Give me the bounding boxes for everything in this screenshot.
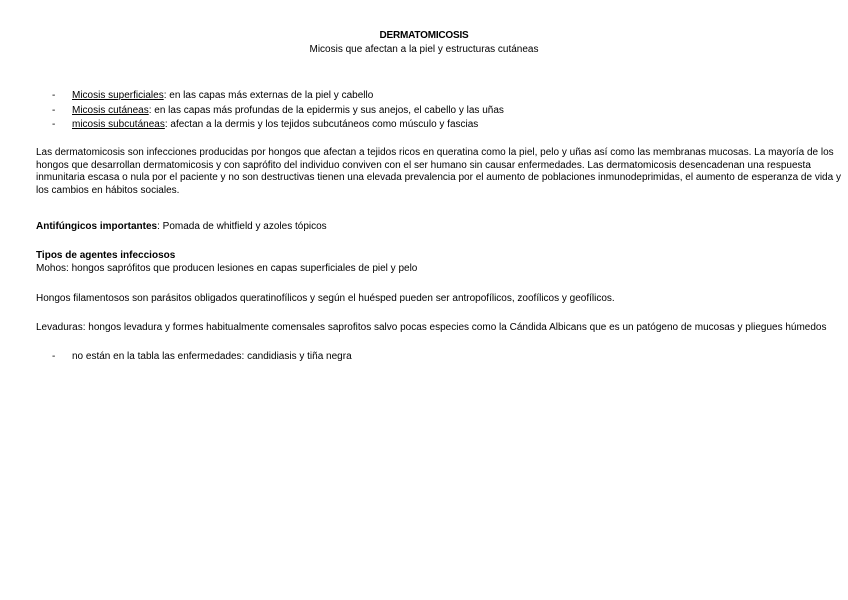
antifungals-label: Antifúngicos importantes [36, 221, 158, 232]
antifungals-line [36, 221, 844, 234]
bullet-dash: - [52, 104, 56, 116]
list-item-desc: : en las capas más profundas de la epidermis y sus anejos, el cabello y las uñas [148, 104, 504, 116]
mycosis-types-list [52, 89, 504, 133]
list-item-term: micosis subcutáneas [72, 119, 165, 130]
list-item [52, 104, 504, 119]
document-title: DERMATOMICOSIS [379, 30, 469, 41]
note-bullet [52, 351, 352, 364]
document-subtitle: Micosis que afectan a la piel y estructuras cutáneas [309, 44, 539, 55]
bullet-dash: - [52, 90, 56, 101]
bullet-dash: - [52, 351, 56, 362]
agents-heading: Tipos de agentes infecciosos [36, 250, 176, 261]
note-text: no están en la tabla las enfermedades: candidiasis y tiña negra [72, 351, 352, 362]
list-item-desc: : en las capas más externas de la piel y cabello [163, 90, 374, 101]
list-item-term: Micosis cutáneas [72, 104, 149, 116]
bullet-dash: - [52, 119, 56, 130]
list-item [52, 89, 504, 104]
list-item [52, 118, 504, 133]
mohos-paragraph: Mohos: hongos saprófitos que producen lesiones en capas superficiales de piel y pelo [36, 263, 418, 274]
yeasts-paragraph: Levaduras: hongos levadura y formes habitualmente comensales saprofitos salvo pocas especies como la Cándida Albicans que es un patógeno de mucosas y pliegues húmedos [36, 322, 827, 333]
filamentous-paragraph: Hongos filamentosos son parásitos obligados queratinofílicos y según el huésped pueden ser antropofílicos, zoofílicos y geofílicos. [36, 293, 615, 304]
list-item-desc: : afectan a la dermis y los tejidos subcutáneos como músculo y fascias [164, 119, 479, 130]
intro-paragraph: Las dermatomicosis son infecciones producidas por hongos que afectan a tejidos ricos en queratina como la piel, pelo y uñas así como las membranas mucosas. La mayoría de los hongos que desarrollan dermatomicosis y con saprófito del individuo conviven con el ser humano sin causar enfermedades. Las dermatomicosis desencadenan una respuesta inmunitaria escasa o nula por el paciente y no son destructivas tienen una elevada prevalencia por el aumento de poblaciones inmunodeprimidas, el aumento de esperanza de vida y los cambios en hábitos sociales. [36, 147, 841, 196]
antifungals-text: : Pomada de whitfield y azoles tópicos [157, 221, 327, 232]
list-item-term: Micosis superficiales [72, 90, 164, 101]
